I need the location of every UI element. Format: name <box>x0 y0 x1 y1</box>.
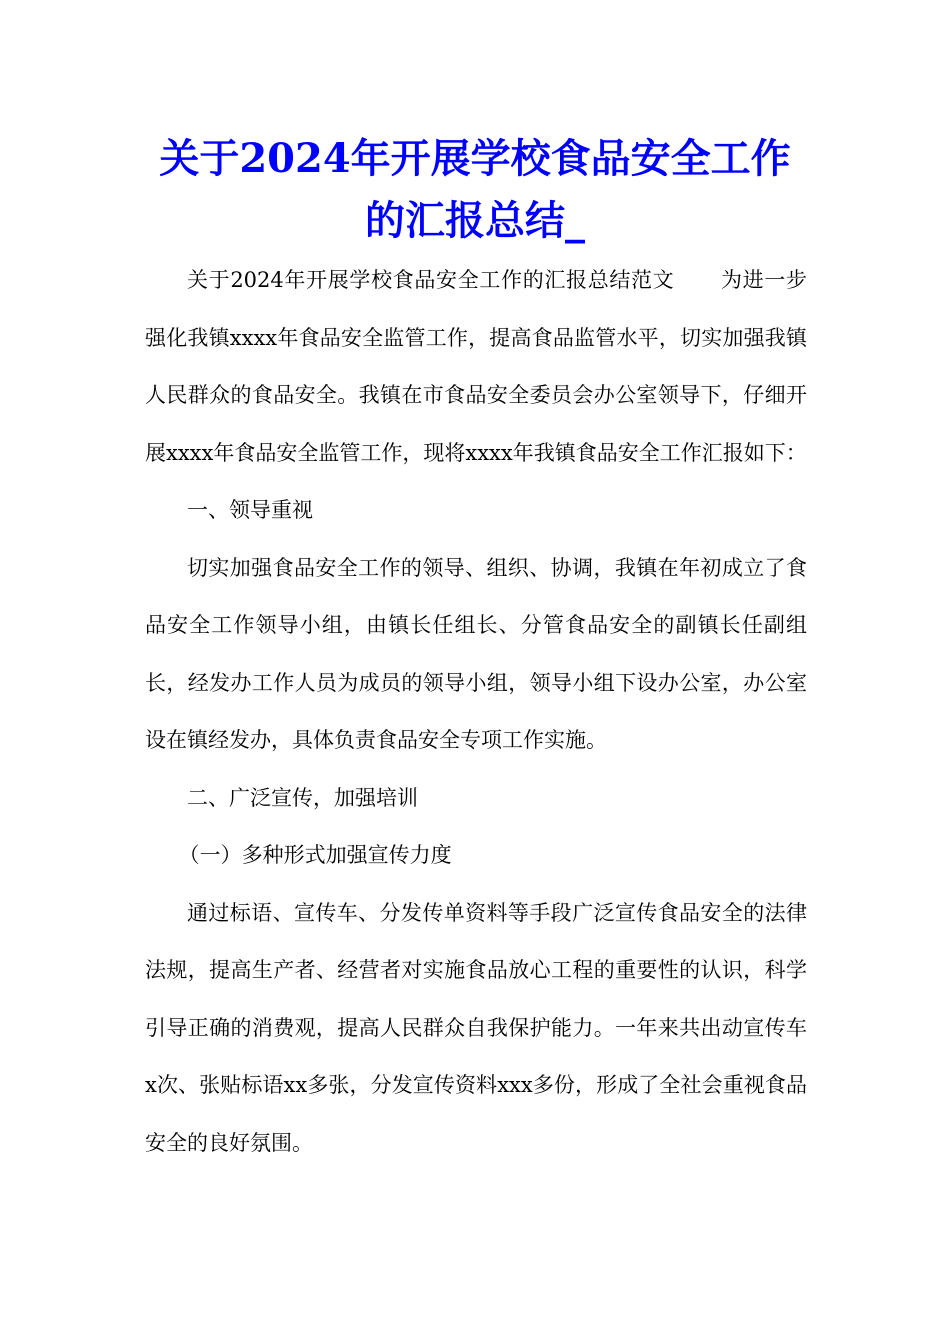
intro-paragraph <box>145 252 807 482</box>
title-line-1: 关于2024年开展学校食品安全工作 <box>159 135 791 182</box>
intro-text: 为进一步强化我镇xxxx年食品安全监管工作，提高食品监管水平，切实加强我镇人民群众的食品安全。我镇在市食品安全委员会办公室领导下，仔细开展xxxx年食品安全监管工作，现将xxxx年我镇食品安全工作汇报如下： <box>145 268 807 465</box>
section2-sub1-paragraph: 通过标语、宣传车、分发传单资料等手段广泛宣传食品安全的法律法规，提高生产者、经营者对实施食品放心工程的重要性的认识，科学引导正确的消费观，提高人民群众自我保护能力。一年来共出动宣传车x次、张贴标语xx多张，分发宣传资料xxx多份，形成了全社会重视食品安全的良好氛围。 <box>145 900 807 1155</box>
section1-paragraph: 切实加强食品安全工作的领导、组织、协调，我镇在年初成立了食品安全工作领导小组，由镇长任组长、分管食品安全的副镇长任副组长，经发办工作人员为成员的领导小组，领导小组下设办公室，办公室设在镇经发办，具体负责食品安全专项工作实施。 <box>145 555 807 752</box>
document-body <box>145 252 807 1172</box>
intro-lead: 关于2024年开展学校食品安全工作的汇报总结范文 <box>187 268 675 292</box>
title-line-2: 的汇报总结_ <box>365 197 585 244</box>
section2-sub1-heading: （一）多种形式加强宣传力度 <box>178 843 452 867</box>
section2-heading: 二、广泛宣传，加强培训 <box>187 785 418 810</box>
document-title <box>100 128 850 252</box>
section1-heading: 一、领导重视 <box>187 498 313 522</box>
